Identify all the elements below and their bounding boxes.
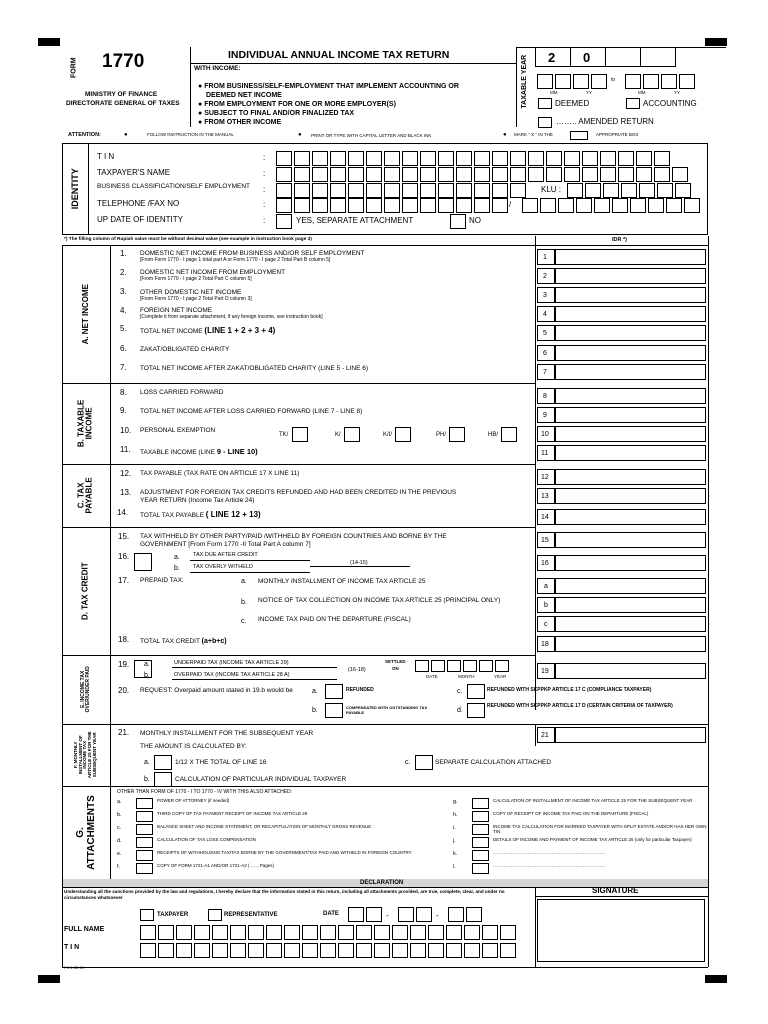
installment-method-a-checkbox[interactable] [154, 755, 172, 770]
declaration-tin-cells[interactable] [140, 943, 518, 958]
period-end-cells[interactable] [625, 74, 697, 89]
update-yes-label: YES, SEPARATE ATTACHMENT [296, 216, 414, 225]
signature-box[interactable] [537, 899, 705, 962]
skppkp-17c-checkbox[interactable] [467, 684, 485, 699]
attachment-right-label: ………………………………………………………………… [493, 850, 606, 855]
income-item: ● FROM BUSINESS/SELF-EMPLOYMENT THAT IMPLEMENT ACCOUNTING OR [198, 83, 459, 90]
line-9-label: TOTAL NET INCOME AFTER LOSS CARRIED FORWARD (LINE 7 - LINE 8) [140, 408, 363, 415]
ki-field[interactable] [395, 427, 411, 442]
taxpayer-name-cells[interactable] [276, 167, 690, 182]
attachment-right-checkbox[interactable] [472, 798, 489, 809]
amended-return-checkbox[interactable] [538, 117, 552, 128]
full-name-cells[interactable] [140, 925, 518, 940]
year-digit-box-3[interactable] [605, 47, 641, 67]
declaration-date-cells[interactable] [348, 907, 384, 922]
telephone-cells[interactable] [276, 198, 510, 213]
amended-return-label: …….. AMENDED RETURN [556, 117, 654, 126]
line-4-label: FOREIGN NET INCOME [140, 307, 213, 314]
amount-field-line-17a[interactable] [555, 578, 706, 594]
amount-field-line-4[interactable] [555, 306, 706, 322]
deemed-checkbox[interactable] [538, 98, 552, 109]
line-10-label: PERSONAL EXEMPTION [140, 427, 216, 434]
attachment-right-checkbox[interactable] [472, 863, 489, 874]
deemed-label: DEEMED [555, 99, 590, 108]
line-21-label: MONTHLY INSTALLMENT FOR THE SUBSEQUENT YEAR [140, 730, 314, 737]
taxable-year-label: TAXABLE YEAR [521, 55, 529, 109]
fax-cells[interactable] [522, 198, 702, 213]
amount-field-line-7[interactable] [555, 364, 706, 380]
installment-method-c-checkbox[interactable] [415, 755, 433, 770]
amount-field-line-8[interactable] [555, 388, 706, 404]
line-19a-label: UNDERPAID TAX (INCOME TAX ARTICLE 29) [174, 660, 289, 666]
attachment-right-checkbox[interactable] [472, 824, 489, 835]
income-item-cont: DEEMED NET INCOME [206, 92, 282, 99]
amount-field-line-11[interactable] [555, 445, 706, 461]
attachment-left-label: CALCULATION OF TAX LOSS COMPENSATION [157, 837, 256, 842]
line-18-label: TOTAL TAX CREDIT (a+b+c) [140, 638, 227, 645]
attachment-right-checkbox[interactable] [472, 837, 489, 848]
registration-mark-bottom-right [705, 975, 727, 983]
refunded-checkbox[interactable] [325, 684, 343, 699]
klu-cells[interactable] [567, 183, 693, 198]
form-code: F.1.1.32.10 [64, 965, 84, 970]
compensated-checkbox[interactable] [325, 703, 343, 718]
attachment-right-label: CALCULATION OF INSTALLMENT OF INCOME TAX ARTICLE 25 FOR THE SUBSEQUENT YEAR [493, 798, 693, 803]
business-classification-cells[interactable] [276, 183, 528, 198]
amount-field-line-18[interactable] [555, 636, 706, 652]
rupiah-note: *) The filling column of Rupiah value must be without decimal value (see example in instruction book page 3) [64, 237, 312, 242]
update-yes-checkbox[interactable] [276, 214, 292, 229]
attachment-left-checkbox[interactable] [136, 811, 153, 822]
line-16a-label: TAX DUE AFTER CREDIT [193, 552, 258, 558]
amount-field-line-10[interactable] [555, 426, 706, 442]
line-14-label: TOTAL TAX PAYABLE ( LINE 12 + 13) [140, 510, 261, 519]
year-digit-box-2[interactable]: 0 [570, 47, 606, 67]
accounting-checkbox[interactable] [626, 98, 640, 109]
form-number: 1770 [102, 51, 145, 72]
mark-x-example-box [570, 131, 588, 140]
line-11-label: TAXABLE INCOME (LINE 9 - LINE 10) [140, 447, 258, 456]
line-12-label: TAX PAYABLE (TAX RATE ON ARTICLE 17 X LINE 11) [140, 470, 300, 477]
attachment-left-label: THIRD COPY OF TAX PAYMENT RECEIPT OF INCOME TAX ARTICLE 29 [157, 811, 308, 816]
identity-section-label: IDENTITY [69, 168, 80, 210]
income-item: ● FROM EMPLOYMENT FOR ONE OR MORE EMPLOYER(S) [198, 101, 396, 108]
tk-field[interactable] [292, 427, 308, 442]
line-19b-label: OVERPAID TAX (INCOME TAX ARTICLE 28 A) [174, 672, 290, 678]
year-digit-box-4[interactable] [640, 47, 676, 67]
line-3-label: OTHER DOMESTIC NET INCOME [140, 289, 242, 296]
line-17c-label: INCOME TAX PAID ON THE DEPARTURE (FISCAL) [258, 616, 411, 623]
line-6-label: ZAKAT/OBLIGATED CHARITY [140, 346, 230, 353]
amount-field-line-14[interactable] [555, 509, 706, 525]
representative-checkbox[interactable] [208, 909, 222, 921]
line-2-label: DOMESTIC NET INCOME FROM EMPLOYMENT [140, 269, 286, 276]
attachment-right-checkbox[interactable] [472, 850, 489, 861]
with-income-label: WITH INCOME: [194, 65, 241, 72]
amount-field-line-1[interactable] [555, 249, 706, 265]
income-item: ● FROM OTHER INCOME [198, 119, 282, 126]
update-no-checkbox[interactable] [450, 214, 466, 229]
declaration-text: Understanding all the sanctions provided by the law and regulations, I hereby declare that the information stated in this return, including all attachments provided, are true, complete, clear, and under no circumstances whatsoever [64, 889, 505, 901]
line-5-label: TOTAL NET INCOME (LINE 1 + 2 + 3 + 4) [140, 326, 276, 335]
amount-field-line-16[interactable] [555, 555, 706, 571]
line-17b-label: NOTICE OF TAX COLLECTION ON INCOME TAX ARTICLE 25 (PRINCIPAL ONLY) [258, 597, 501, 604]
idr-header: IDR *) [612, 237, 627, 243]
declaration-title: DECLARATION [360, 880, 404, 886]
form-label: FORM [70, 57, 78, 79]
amount-field-line-3[interactable] [555, 287, 706, 303]
attachment-right-label: INCOME TAX CALCULATION FOR MARRIED TAXPAYER WITH SPLIT ESTATE AND/OR HAS HER OWN TIN [493, 824, 707, 835]
k-field[interactable] [344, 427, 360, 442]
taxpayer-checkbox[interactable] [140, 909, 154, 921]
line-17-label: PREPAID TAX: [140, 577, 184, 584]
year-digit-box-1[interactable]: 2 [535, 47, 571, 67]
amount-field-line-21[interactable] [555, 727, 706, 743]
line-13-label: ADJUSTMENT FOR FOREIGN TAX CREDITS REFUNDED AND HAD BEEN CREDITED IN THE PREVIOUS [140, 489, 457, 496]
line-7-label: TOTAL NET INCOME AFTER ZAKAT/OBLIGATED CHARITY (LINE 5 - LINE 6) [140, 365, 369, 372]
period-start-cells[interactable] [537, 74, 609, 89]
line-8-label: LOSS CARRIED FORWARD [140, 389, 224, 396]
installment-method-b-checkbox[interactable] [154, 772, 172, 787]
amount-field-line-17c[interactable] [555, 616, 706, 632]
amount-field-line-9[interactable] [555, 407, 706, 423]
line-20-label: REQUEST: Overpaid amount stated in 19.b would be [140, 687, 293, 694]
accounting-label: ACCOUNTING [643, 99, 697, 108]
skppkp-17d-checkbox[interactable] [467, 703, 485, 718]
amount-field-line-5[interactable] [555, 325, 706, 341]
signature-label: SIGNATURE [592, 886, 639, 895]
hb-field[interactable] [501, 427, 517, 442]
amount-field-line-13[interactable] [555, 488, 706, 504]
attachment-right-label: COPY OF RECEIPT OF INCOME TAX PAID ON THE DEPARTURE (FISCAL) [493, 811, 649, 816]
amount-field-line-19[interactable] [555, 663, 706, 679]
update-no-label: NO [469, 216, 481, 225]
attachment-left-label: BALANCE SHEET AND INCOME STATEMENT, OR RECAPITULATION OF MONTHLY GROSS REVENUE [157, 824, 372, 829]
attachment-left-checkbox[interactable] [136, 837, 153, 848]
attachment-left-label: RECEIPTS OF WITHHOLDING TAX/TAX BORNE BY THE GOVERNMENT/TAX PAID AND WITHELD IN FOREIGN COUNTRY [157, 850, 412, 855]
attachment-right-checkbox[interactable] [472, 811, 489, 822]
attachment-right-label: DETAILS OF INCOME AND PAYMENT OF INCOME TAX ARTICLE 25 (only for particular Taxpayer) [493, 837, 692, 842]
registration-mark-bottom-left [38, 975, 60, 983]
amount-field-line-17b[interactable] [555, 597, 706, 613]
attachment-left-label: COPY OF FORM 1721-A1 AND/OR 1721-A2 ( ……Pages) [157, 863, 274, 868]
amount-field-line-6[interactable] [555, 345, 706, 361]
attachment-left-checkbox[interactable] [136, 863, 153, 874]
line-15-label: TAX WITHHELD BY OTHER PARTY/PAID /WITHHELD BY FOREIGN COUNTRIES AND BORNE BY THE [140, 533, 447, 540]
attachment-left-checkbox[interactable] [136, 798, 153, 809]
registration-mark-top-left [38, 38, 60, 46]
ministry: MINISTRY OF FINANCE [85, 91, 158, 98]
line-16-selector[interactable] [134, 553, 152, 571]
line-16b-label: TAX OVERLY WITHELD [193, 564, 253, 570]
amount-field-line-12[interactable] [555, 469, 706, 485]
attachment-left-checkbox[interactable] [136, 824, 153, 835]
amount-field-line-2[interactable] [555, 268, 706, 284]
tin-cells[interactable] [276, 151, 672, 166]
attachment-left-label: POWER OF ATTORNEY (if needed) [157, 798, 230, 803]
attachment-right-label: ………………………………………………………………… [493, 863, 606, 868]
form-title: INDIVIDUAL ANNUAL INCOME TAX RETURN [228, 49, 450, 61]
line-1-label: DOMESTIC NET INCOME FROM BUSINESS AND/OR SELF EMPLOYMENT [140, 250, 365, 257]
amount-field-line-15[interactable] [555, 532, 706, 548]
settled-date-cells[interactable] [415, 660, 511, 672]
registration-mark-top-right [705, 38, 727, 46]
attachment-left-checkbox[interactable] [136, 850, 153, 861]
line-17a-label: MONTHLY INSTALLMENT OF INCOME TAX ARTICLE 25 [258, 578, 426, 585]
directorate: DIRECTORATE GENERAL OF TAXES [66, 100, 180, 107]
income-item: ● SUBJECT TO FINAL AND/OR FINALIZED TAX [198, 110, 355, 117]
ph-field[interactable] [449, 427, 465, 442]
